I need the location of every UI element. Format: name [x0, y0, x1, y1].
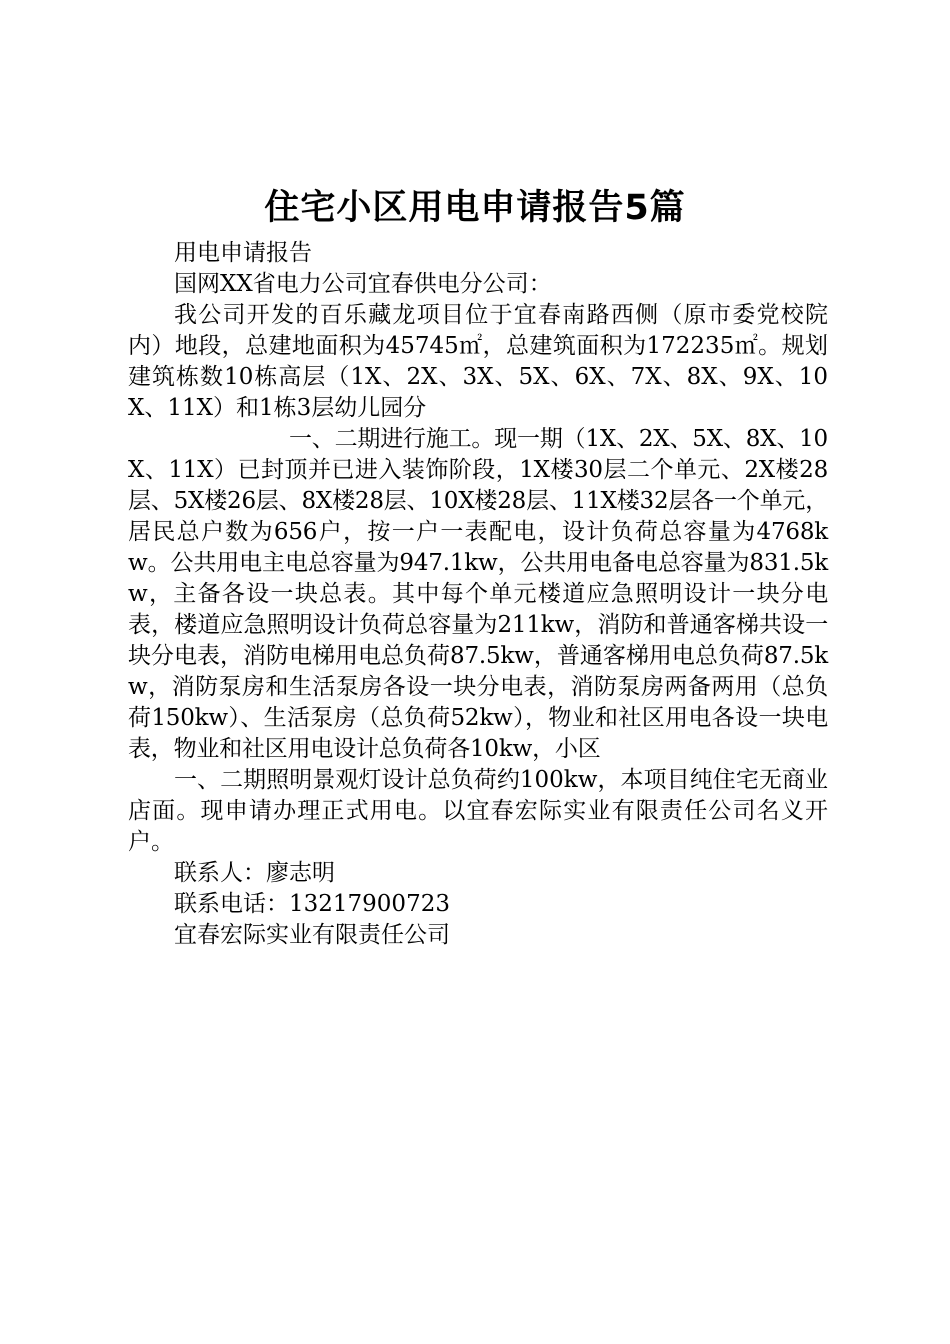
paragraph-contact-person: 联系人：廖志明: [174, 860, 335, 886]
paragraph-company-signature: 宜春宏际实业有限责任公司: [174, 922, 450, 948]
paragraph-contact-phone: 联系电话：13217900723: [174, 891, 450, 917]
paragraph-application: 一、二期照明景观灯设计总负荷约100kw，本项目纯住宅无商业店面。现申请办理正式用电。以宜春宏际实业有限责任公司名义开户。: [128, 767, 828, 855]
paragraph-phase-details: 一、二期进行施工。现一期（1X、2X、5X、8X、10X、11X）已封顶并已进入装饰阶段，1X楼30层二个单元、2X楼28层、5X楼26层、8X楼28层、10X楼28层、11X楼32层各一个单元，居民总户数为656户，按一户一表配电，设计负荷总容量为4768kw。公共用电主电总容量为947.1kw，公共用电备电总容量为831.5kw，主备各设一块总表。其中每个单元楼道应急照明设计一块分电表，楼道应急照明设计负荷总容量为211kw，消防和普通客梯共设一块分电表，消防电梯用电总负荷87.5kw，普通客梯用电总负荷87.5kw，消防泵房和生活泵房各设一块分电表，消防泵房两备两用（总负荷150kw）、生活泵房（总负荷52kw），物业和社区用电各设一块电表，物业和社区用电设计总负荷各10kw，小区: [128, 426, 828, 762]
document-title: 住宅小区用电申请报告5篇: [264, 188, 686, 228]
paragraph-heading: 用电申请报告: [174, 240, 312, 266]
paragraph-recipient: 国网XX省电力公司宜春供电分公司：: [174, 271, 552, 297]
paragraph-project-intro: 我公司开发的百乐藏龙项目位于宜春南路西侧（原市委党校院内）地段，总建地面积为45745㎡，总建筑面积为172235㎡。规划建筑栋数10栋高层（1X、2X、3X、5X、6X、7X、8X、9X、10X、11X）和1栋3层幼儿园分: [128, 302, 828, 421]
document-body: [128, 238, 828, 951]
